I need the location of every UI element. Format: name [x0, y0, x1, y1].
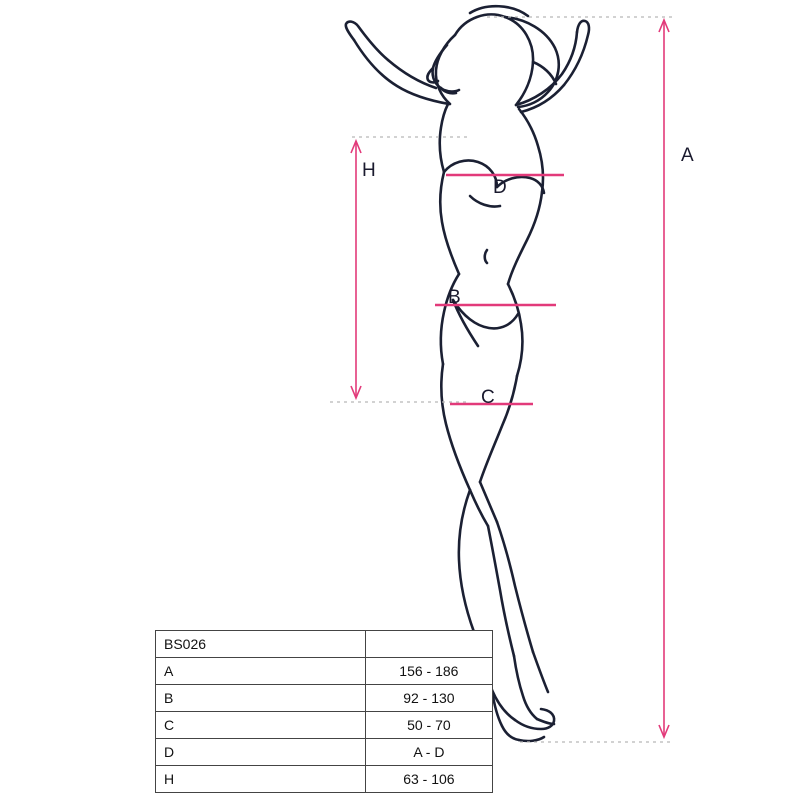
table-row	[156, 739, 493, 766]
table-cell-value: 92 - 130	[365, 685, 492, 712]
table-row	[156, 712, 493, 739]
table-row	[156, 766, 493, 793]
table-cell-label: B	[156, 685, 366, 712]
table-row	[156, 631, 493, 658]
table-cell-value: A - D	[365, 739, 492, 766]
measure-label-D: D	[493, 177, 507, 198]
table-cell-label: H	[156, 766, 366, 793]
table-cell-label: D	[156, 739, 366, 766]
table-cell-value	[365, 631, 492, 658]
measure-label-C: C	[481, 387, 495, 408]
size-table	[155, 630, 493, 793]
table-row	[156, 658, 493, 685]
table-cell-value: 50 - 70	[365, 712, 492, 739]
table-cell-label: BS026	[156, 631, 366, 658]
measure-label-A: A	[681, 145, 694, 166]
table-row	[156, 685, 493, 712]
table-cell-label: A	[156, 658, 366, 685]
table-cell-value: 63 - 106	[365, 766, 492, 793]
table-cell-label: C	[156, 712, 366, 739]
measure-label-H: H	[362, 160, 376, 181]
table-cell-value: 156 - 186	[365, 658, 492, 685]
measure-label-B: B	[448, 287, 461, 308]
